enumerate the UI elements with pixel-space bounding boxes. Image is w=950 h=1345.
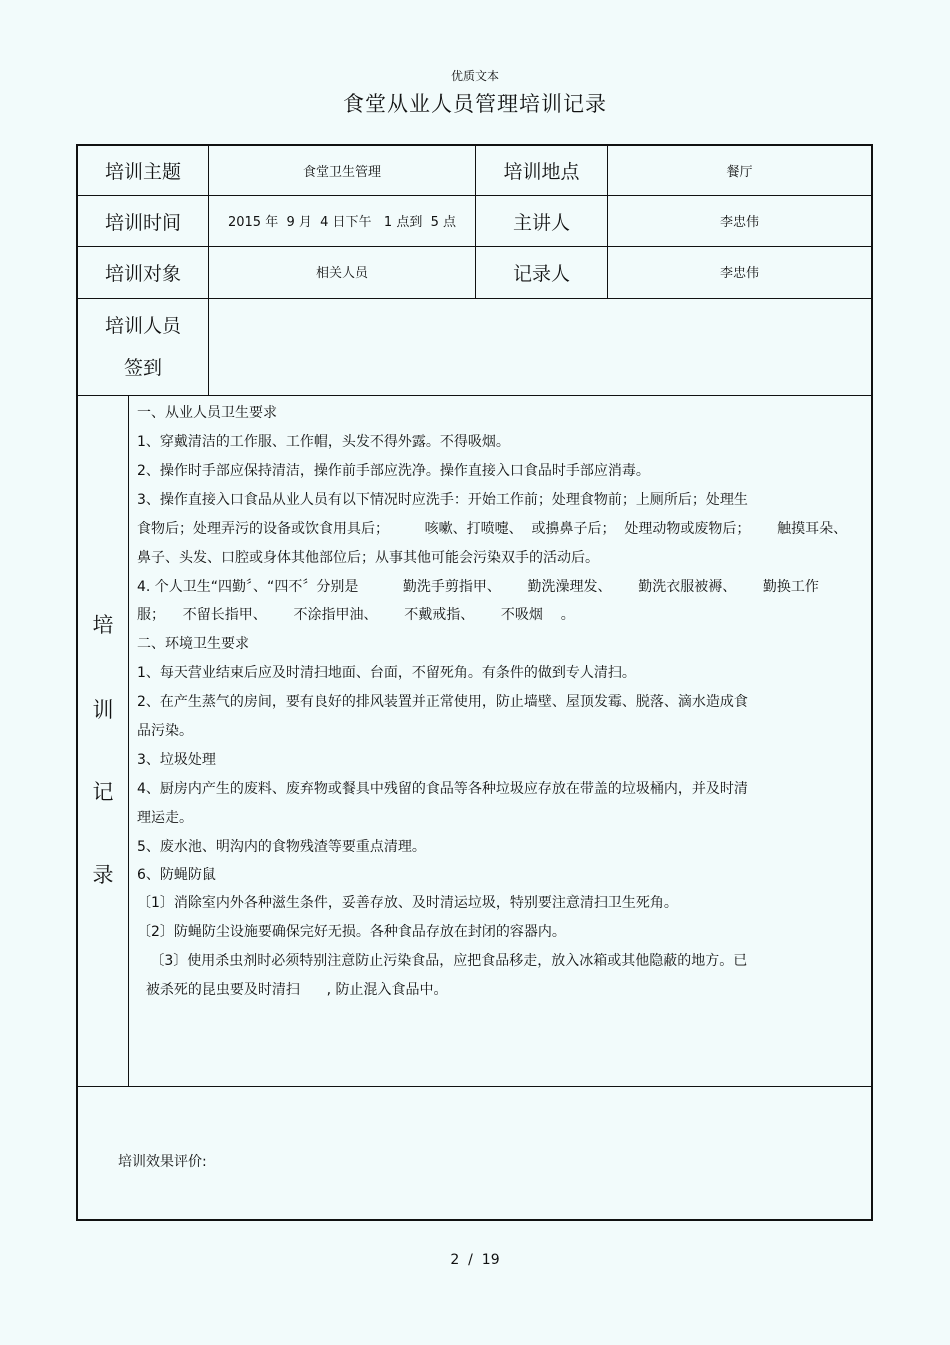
record-line: 一、从业人员卫生要求 [137, 405, 277, 421]
record-line: 〔2〕防蝇防尘设施要确保完好无损。各种食品存放在封闭的容器内。 [137, 924, 566, 940]
audience-value: 相关人员 [315, 265, 368, 281]
record-line: 食物后；处理弄污的设备或饮食用具后； 咳嗽、打喷嚏、 或擤鼻子后； 处理动物或废物后； 触摸耳朵、 [137, 521, 848, 537]
record-line: 3、垃圾处理 [137, 752, 216, 768]
time-label: 培训时间 [104, 211, 181, 234]
recorder-value: 李忠伟 [719, 265, 759, 281]
record-line: 4. 个人卫生“四勤〞、“四不〞分别是 勤洗手剪指甲、 勤洗澡理发、 勤洗衣服被褥、 勤换工作 [137, 579, 819, 595]
record-line: 鼻子、头发、口腔或身体其他部位后；从事其他可能会污染双手的活动后。 [137, 550, 599, 566]
evaluation-label: 培训效果评价: [118, 1154, 207, 1170]
record-label-char: 培 [92, 613, 114, 637]
record-line: 4、厨房内产生的废料、废弃物或餐具中残留的食品等各种垃圾应存放在带盖的垃圾桶内，并及时清 [137, 781, 748, 797]
audience-label: 培训对象 [104, 263, 181, 285]
speaker-value: 李忠伟 [719, 214, 759, 230]
record-line: 6、防蝇防鼠 [137, 867, 216, 883]
header-label: 优质文本 [450, 69, 499, 83]
record-line: 理运走。 [137, 810, 193, 826]
document-title: 食堂从业人员管理培训记录 [343, 92, 607, 116]
record-line: 二、环境卫生要求 [137, 636, 249, 652]
record-line: 〔3〕使用杀虫剂时必须特别注意防止污染食品，应把食品移走，放入冰箱或其他隐蔽的地方。已 [137, 953, 748, 969]
location-label: 培训地点 [503, 161, 580, 183]
record-line: 〔1〕消除室内外各种滋生条件，妥善存放、及时清运垃圾，特别要注意清扫卫生死角。 [137, 895, 678, 911]
location-value: 餐厅 [726, 165, 753, 180]
record-line: 2、操作时手部应保持清洁，操作前手部应洗净。操作直接入口食品时手部应消毒。 [137, 463, 650, 479]
row-divider [78, 1086, 871, 1087]
recorder-label: 记录人 [512, 263, 570, 285]
training-record-table [76, 144, 873, 1221]
signin-label-line1: 培训人员 [104, 315, 181, 337]
record-line: 服； 不留长指甲、 不涂指甲油、 不戴戒指、 不吸烟 。 [137, 607, 575, 623]
page-number: 2 / 19 [450, 1252, 500, 1268]
time-value: 2015 年 9 月 4 日下午 1 点到 5 点 [227, 214, 457, 230]
record-line: 5、废水池、明沟内的食物残渣等要重点清理。 [137, 839, 426, 855]
signin-label-line2: 签到 [123, 357, 162, 379]
speaker-label: 主讲人 [512, 211, 570, 234]
record-line: 品污染。 [137, 723, 193, 739]
record-label-char: 录 [92, 863, 114, 887]
record-line: 2、在产生蒸气的房间，要有良好的排风装置并正常使用，防止墙壁、屋顶发霉、脱落、滴水造成食 [137, 694, 748, 710]
row-divider [78, 395, 871, 396]
record-line: 1、穿戴清洁的工作服、工作帽，头发不得外露。不得吸烟。 [137, 434, 510, 450]
record-line: 1、每天营业结束后应及时清扫地面、台面，不留死角。有条件的做到专人清扫。 [137, 665, 636, 681]
record-line: 被杀死的昆虫要及时清扫 , 防止混入食品中。 [137, 982, 448, 998]
signin-label [78, 299, 208, 395]
record-label-char: 训 [92, 698, 114, 722]
topic-value: 食堂卫生管理 [302, 165, 381, 180]
signin-area [209, 299, 871, 395]
record-label-char: 记 [92, 780, 114, 804]
record-line: 3、操作直接入口食品从业人员有以下情况时应洗手：开始工作前；处理食物前；上厕所后；处理生 [137, 492, 748, 508]
topic-label: 培训主题 [104, 161, 181, 183]
column-divider [128, 395, 129, 1086]
